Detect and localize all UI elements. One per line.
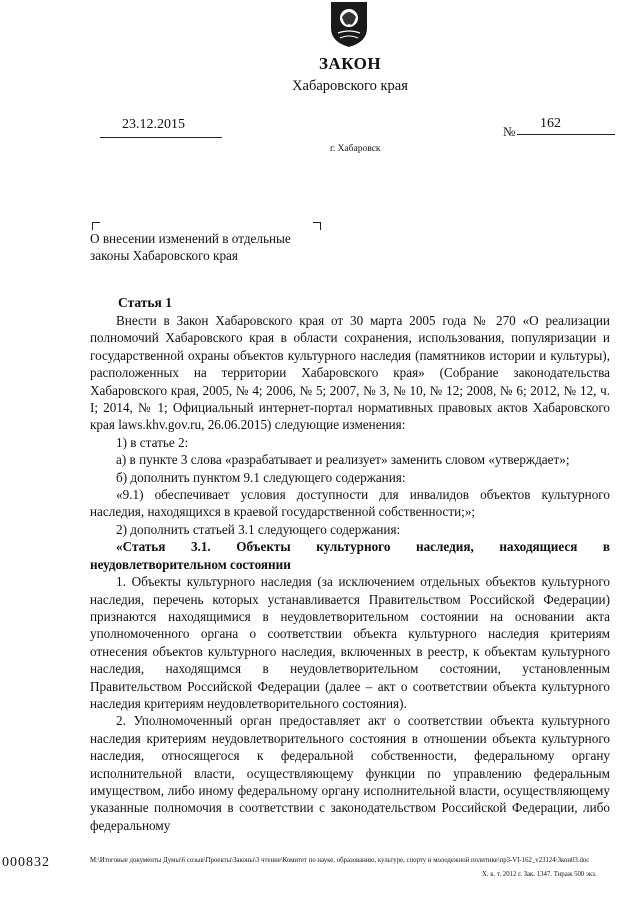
heading-line-1: О внесении изменений в отдельные [90, 231, 291, 246]
date-underline [100, 137, 222, 138]
heading-corner-right [313, 222, 321, 230]
heading-corner-left [92, 222, 100, 230]
document-title: ЗАКОН [318, 54, 382, 73]
document-heading [90, 230, 330, 264]
footer-file-path: М:\Итоговые документы Думы\6 созыв\Проекты\Законы\3 чтение\Комитет по науке, образованию, культуре, спорту и молодежной политике\пр3-VI-162_v23124\Зкон03.doc [90, 857, 590, 864]
document-subtitle: Хабаровского края [292, 78, 408, 94]
coat-of-arms-emblem [322, 0, 376, 48]
article-title: Статья 1 [118, 295, 172, 310]
article-paragraph-bold [90, 538, 610, 573]
number-sign: № [503, 124, 516, 139]
document-date: 23.12.2015 [122, 117, 185, 132]
article-paragraph: 1. Объекты культурного наследия (за исключением отдельных объектов культурного наследия, перечень которых устанавливается Правительством Российской Федерации) признаются находящимися в неудовлетворительном состоянии на основании акта уполномоченного органа о соответствии объекта культурного наследия критериям отнесения объектов культурного наследия, включенных в реестр, к объектам культурного наследия, находящимся в неудовлетворительном состоянии, установленным Правительством Российской Федерации (далее – акт о соответствии объекта культурного наследия критериям неудовлетворительного состояния). [90, 574, 610, 711]
document-city: г. Хабаровск [330, 144, 381, 154]
article-paragraph: б) дополнить пунктом 9.1 следующего содержания: [116, 469, 406, 485]
heading-line-2: законы Хабаровского края [90, 248, 238, 263]
number-underline [517, 134, 615, 135]
footer-print-info: Х. к. т. 2012 г. Зак. 1347. Тираж 500 экз. [482, 871, 597, 878]
article-paragraph: «9.1) обеспечивает условия доступности для инвалидов объектов культурного наследия, находящихся в краевой государственной собственности;»; [90, 487, 610, 520]
article-3-1-title: «Статья 3.1. Объекты культурного наследия, находящиеся в неудовлетворительном состоянии [90, 539, 610, 572]
article-paragraph: Внести в Закон Хабаровского края от 30 марта 2005 года № 270 «О реализации полномочий Хабаровского края в области сохранения, использования, популяризации и государственной охраны объектов культурного наследия (памятников истории и культуры), расположенных на территории Хабаровского края» (Собрание законодательства Хабаровского края, 2005, № 4; 2006, № 5; 2007, № 3, № 10, № 12; 2008, № 6; 2012, № 12, ч. I; 2014, № 1; Официальный интернет-портал нормативных правовых актов Хабаровского края laws.khv.gov.ru, 26.06.2015) следующие изменения: [90, 313, 610, 433]
article-body [90, 312, 610, 834]
document-number: 162 [540, 116, 561, 131]
article-paragraph: а) в пункте 3 слова «разрабатывает и реализует» заменить словом «утверждает»; [116, 452, 570, 468]
article-paragraph: 1) в статье 2: [116, 434, 189, 450]
article-paragraph: 2. Уполномоченный орган предоставляет акт о соответствии объекта культурного наследия критериям неудовлетворительного состояния в отношении объекта культурного наследия, относящегося к федеральной собственности, федеральному органу исполнительной власти, осуществляющему функции по управлению федеральным имуществом, либо иному федеральному органу исполнительной власти, осуществляющему указанные полномочия в соответствии с законодательством Российской Федерации, либо федеральному [90, 713, 610, 833]
article-paragraph: 2) дополнить статьей 3.1 следующего содержания: [116, 521, 401, 537]
footer-code: 000832 [2, 855, 50, 870]
